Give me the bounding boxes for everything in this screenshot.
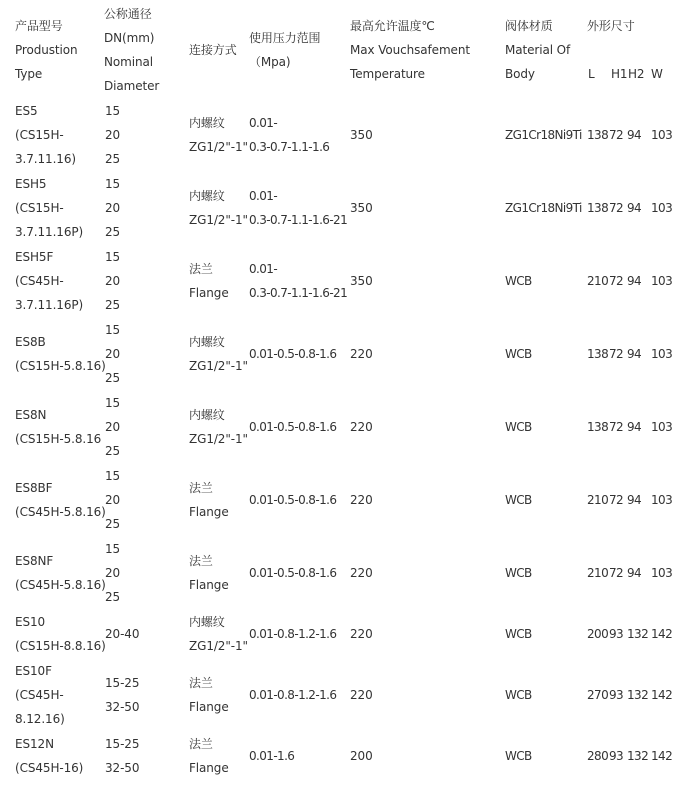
row-model: [15, 732, 83, 780]
row-dn: [105, 732, 139, 780]
row-dim-H1: 72: [609, 420, 624, 434]
model-std-1: (CS45H-16): [15, 761, 84, 775]
row-temperature: 200: [350, 749, 373, 763]
row-material: WCB: [505, 493, 532, 507]
row-connection: [189, 257, 229, 305]
row-connection: [189, 732, 229, 780]
connection-en: Flange: [189, 761, 229, 775]
model-std-1: (CS45H-: [15, 688, 64, 702]
row-connection: [189, 403, 248, 451]
row-pressure: 0.01-1.6: [249, 749, 295, 763]
row-dn: [105, 391, 120, 463]
dn-value: 32-50: [105, 761, 140, 775]
row-pressure: 0.01-0.8-1.2-1.6: [249, 688, 337, 702]
header-model: [15, 14, 78, 86]
header-connection: 连接方式: [189, 43, 237, 57]
connection-zh: 内螺纹: [189, 116, 225, 130]
row-dim-H1: 72: [609, 274, 624, 288]
dn-value: 32-50: [105, 700, 140, 714]
row-dim-L: 138: [587, 420, 609, 434]
model-code: ES8N: [15, 408, 47, 422]
connection-zh: 内螺纹: [189, 189, 225, 203]
row-dim-L: 138: [587, 201, 609, 215]
row-temperature: 220: [350, 420, 373, 434]
row-pressure: [249, 184, 347, 232]
row-dim-H1: 93: [609, 749, 624, 763]
row-model: [15, 476, 106, 524]
dn-value: 25: [105, 517, 121, 531]
row-dn: [105, 172, 120, 244]
row-dim-L: 138: [587, 128, 609, 142]
row-dim-H2: 94: [627, 201, 642, 215]
row-model: [15, 403, 101, 451]
row-pressure: 0.01-0.8-1.2-1.6: [249, 627, 337, 641]
header-dim-W: W: [651, 67, 663, 81]
dn-value: 15: [105, 542, 121, 556]
row-dim-H2: 94: [627, 128, 642, 142]
row-dim-W: 103: [651, 493, 673, 507]
row-temperature: 220: [350, 347, 373, 361]
model-std-1: (CS45H-5.8.16): [15, 578, 106, 592]
row-dim-L: 138: [587, 347, 609, 361]
row-dn: [105, 671, 139, 719]
row-dim-W: 103: [651, 201, 673, 215]
row-pressure: 0.01-0.5-0.8-1.6: [249, 493, 337, 507]
dn-value: 15-25: [105, 676, 140, 690]
row-dim-H1: 72: [609, 347, 624, 361]
header-material-zh: 阀体材质: [505, 19, 553, 33]
row-temperature: 220: [350, 493, 373, 507]
row-dim-W: 142: [651, 749, 673, 763]
connection-zh: 法兰: [189, 554, 213, 568]
header-temperature: [350, 14, 470, 86]
header-pressure-unit: （Mpa): [249, 55, 291, 69]
row-model: [15, 659, 65, 731]
row-dim-H2: 94: [627, 420, 642, 434]
connection-zh: 法兰: [189, 737, 213, 751]
row-material: WCB: [505, 420, 532, 434]
row-connection: [189, 476, 229, 524]
row-connection: [189, 184, 248, 232]
row-connection: [189, 671, 229, 719]
model-std-1: (CS45H-5.8.16): [15, 505, 106, 519]
dn-value: 25: [105, 298, 121, 312]
row-dn: 20-40: [105, 627, 140, 641]
model-std-2: 8.12.16): [15, 712, 65, 726]
dn-value: 20: [105, 201, 121, 215]
row-dn: [105, 318, 120, 390]
header-dim-H1: H1: [611, 67, 628, 81]
dn-value: 25: [105, 152, 121, 166]
row-dim-H2: 132: [627, 688, 649, 702]
header-model-en-2: Type: [15, 67, 43, 81]
connection-zh: 内螺纹: [189, 615, 225, 629]
dn-value: 20: [105, 128, 121, 142]
row-dim-H2: 94: [627, 347, 642, 361]
header-temperature-en-1: Max Vouchsafement: [350, 43, 470, 57]
row-model: [15, 172, 83, 244]
row-dim-W: 142: [651, 688, 673, 702]
row-temperature: 220: [350, 627, 373, 641]
model-code: ES8NF: [15, 554, 54, 568]
connection-zh: 法兰: [189, 481, 213, 495]
row-pressure: 0.01-0.5-0.8-1.6: [249, 566, 337, 580]
row-dn: [105, 537, 120, 609]
dn-value: 20: [105, 274, 121, 288]
row-dim-W: 103: [651, 347, 673, 361]
row-pressure: 0.01-0.5-0.8-1.6: [249, 420, 337, 434]
header-dn: [104, 2, 159, 98]
pressure-line: 0.3-0.7-1.1-1.6-21: [249, 286, 348, 300]
row-temperature: 350: [350, 201, 373, 215]
model-std-1: (CS15H-8.8.16): [15, 639, 106, 653]
header-model-en-1: Produstion: [15, 43, 78, 57]
row-connection: [189, 610, 248, 658]
model-std-2: 3.7.11.16P): [15, 298, 84, 312]
pressure-line: 0.01-: [249, 262, 278, 276]
row-dim-L: 280: [587, 749, 609, 763]
model-code: ES10: [15, 615, 46, 629]
header-material-en-1: Material Of: [505, 43, 571, 57]
header-pressure: [249, 26, 320, 74]
row-dim-L: 270: [587, 688, 609, 702]
dn-value: 15: [105, 469, 121, 483]
dn-value: 20: [105, 347, 121, 361]
row-dim-W: 103: [651, 128, 673, 142]
connection-en: Flange: [189, 578, 229, 592]
model-std-1: (CS15H-: [15, 128, 64, 142]
connection-en: ZG1/2"-1": [189, 359, 248, 373]
row-connection: [189, 111, 248, 159]
dn-value: 25: [105, 225, 121, 239]
row-material: WCB: [505, 627, 532, 641]
connection-en: Flange: [189, 700, 229, 714]
row-dim-H2: 132: [627, 627, 649, 641]
connection-en: Flange: [189, 286, 229, 300]
header-pressure-zh: 使用压力范围: [249, 31, 321, 45]
dn-value: 15: [105, 250, 121, 264]
model-code: ES8BF: [15, 481, 53, 495]
row-dim-H1: 72: [609, 128, 624, 142]
row-connection: [189, 330, 248, 378]
row-model: [15, 245, 83, 317]
connection-en: ZG1/2"-1": [189, 213, 248, 227]
model-std-1: (CS15H-5.8.16: [15, 432, 102, 446]
row-dim-H1: 93: [609, 627, 624, 641]
row-dim-H2: 94: [627, 493, 642, 507]
header-dn-unit: DN(mm): [104, 31, 155, 45]
model-code: ESH5: [15, 177, 47, 191]
model-code: ES12N: [15, 737, 54, 751]
model-code: ESH5F: [15, 250, 54, 264]
model-code: ES5: [15, 104, 38, 118]
row-dim-H2: 94: [627, 566, 642, 580]
row-temperature: 220: [350, 688, 373, 702]
row-temperature: 350: [350, 128, 373, 142]
model-code: ES8B: [15, 335, 46, 349]
row-model: [15, 99, 76, 171]
row-dim-W: 103: [651, 420, 673, 434]
connection-en: Flange: [189, 505, 229, 519]
row-dim-H1: 72: [609, 201, 624, 215]
dn-value: 15: [105, 396, 121, 410]
header-model-zh: 产品型号: [15, 19, 63, 33]
dn-value: 20: [105, 493, 121, 507]
row-dn: [105, 245, 120, 317]
connection-en: ZG1/2"-1": [189, 432, 248, 446]
row-dim-L: 210: [587, 566, 609, 580]
row-material: WCB: [505, 566, 532, 580]
dn-value: 20: [105, 566, 121, 580]
dn-value: 15: [105, 177, 121, 191]
header-temperature-zh: 最高允许温度℃: [350, 19, 435, 33]
dn-value: 25: [105, 590, 121, 604]
row-dim-H1: 72: [609, 566, 624, 580]
row-model: [15, 330, 106, 378]
model-std-1: (CS45H-: [15, 274, 64, 288]
dn-value: 20: [105, 420, 121, 434]
model-std-2: 3.7.11.16P): [15, 225, 84, 239]
row-dim-H2: 132: [627, 749, 649, 763]
model-std-1: (CS15H-5.8.16): [15, 359, 106, 373]
pressure-line: 0.01-: [249, 116, 278, 130]
model-std-1: (CS15H-: [15, 201, 64, 215]
header-dim-L: L: [588, 67, 595, 81]
dn-value: 25: [105, 444, 121, 458]
row-dim-H1: 72: [609, 493, 624, 507]
connection-en: ZG1/2"-1": [189, 140, 248, 154]
connection-zh: 内螺纹: [189, 335, 225, 349]
model-std-2: 3.7.11.16): [15, 152, 76, 166]
pressure-line: 0.3-0.7-1.1-1.6-21: [249, 213, 348, 227]
header-dn-en-2: Diameter: [104, 79, 160, 93]
row-pressure: [249, 257, 347, 305]
row-pressure: 0.01-0.5-0.8-1.6: [249, 347, 337, 361]
row-material: ZG1Cr18Ni9Ti: [505, 128, 582, 142]
row-dim-H1: 93: [609, 688, 624, 702]
header-dims-title: 外形尺寸: [587, 19, 635, 33]
row-model: [15, 549, 106, 597]
row-temperature: 350: [350, 274, 373, 288]
row-dim-W: 103: [651, 566, 673, 580]
row-dim-L: 200: [587, 627, 609, 641]
dn-value: 15: [105, 323, 121, 337]
row-dim-W: 103: [651, 274, 673, 288]
row-model: [15, 610, 106, 658]
row-material: WCB: [505, 688, 532, 702]
pressure-line: 0.01-: [249, 189, 278, 203]
dn-value: 15-25: [105, 737, 140, 751]
dn-value: 25: [105, 371, 121, 385]
header-dim-H2: H2: [628, 67, 645, 81]
connection-zh: 法兰: [189, 676, 213, 690]
row-temperature: 220: [350, 566, 373, 580]
row-dim-L: 210: [587, 274, 609, 288]
header-dn-zh: 公称通径: [104, 7, 152, 21]
row-dim-W: 142: [651, 627, 673, 641]
row-pressure: [249, 111, 329, 159]
header-material: [505, 14, 570, 86]
row-material: ZG1Cr18Ni9Ti: [505, 201, 582, 215]
row-material: WCB: [505, 274, 532, 288]
header-temperature-en-2: Temperature: [350, 67, 425, 81]
header-material-en-2: Body: [505, 67, 535, 81]
row-material: WCB: [505, 347, 532, 361]
row-material: WCB: [505, 749, 532, 763]
row-connection: [189, 549, 229, 597]
pressure-line: 0.3-0.7-1.1-1.6: [249, 140, 330, 154]
row-dn: [105, 99, 120, 171]
row-dn: [105, 464, 120, 536]
row-dim-L: 210: [587, 493, 609, 507]
row-dim-H2: 94: [627, 274, 642, 288]
connection-zh: 法兰: [189, 262, 213, 276]
model-code: ES10F: [15, 664, 52, 678]
connection-zh: 内螺纹: [189, 408, 225, 422]
dn-value: 15: [105, 104, 121, 118]
connection-en: ZG1/2"-1": [189, 639, 248, 653]
header-dn-en-1: Nominal: [104, 55, 153, 69]
